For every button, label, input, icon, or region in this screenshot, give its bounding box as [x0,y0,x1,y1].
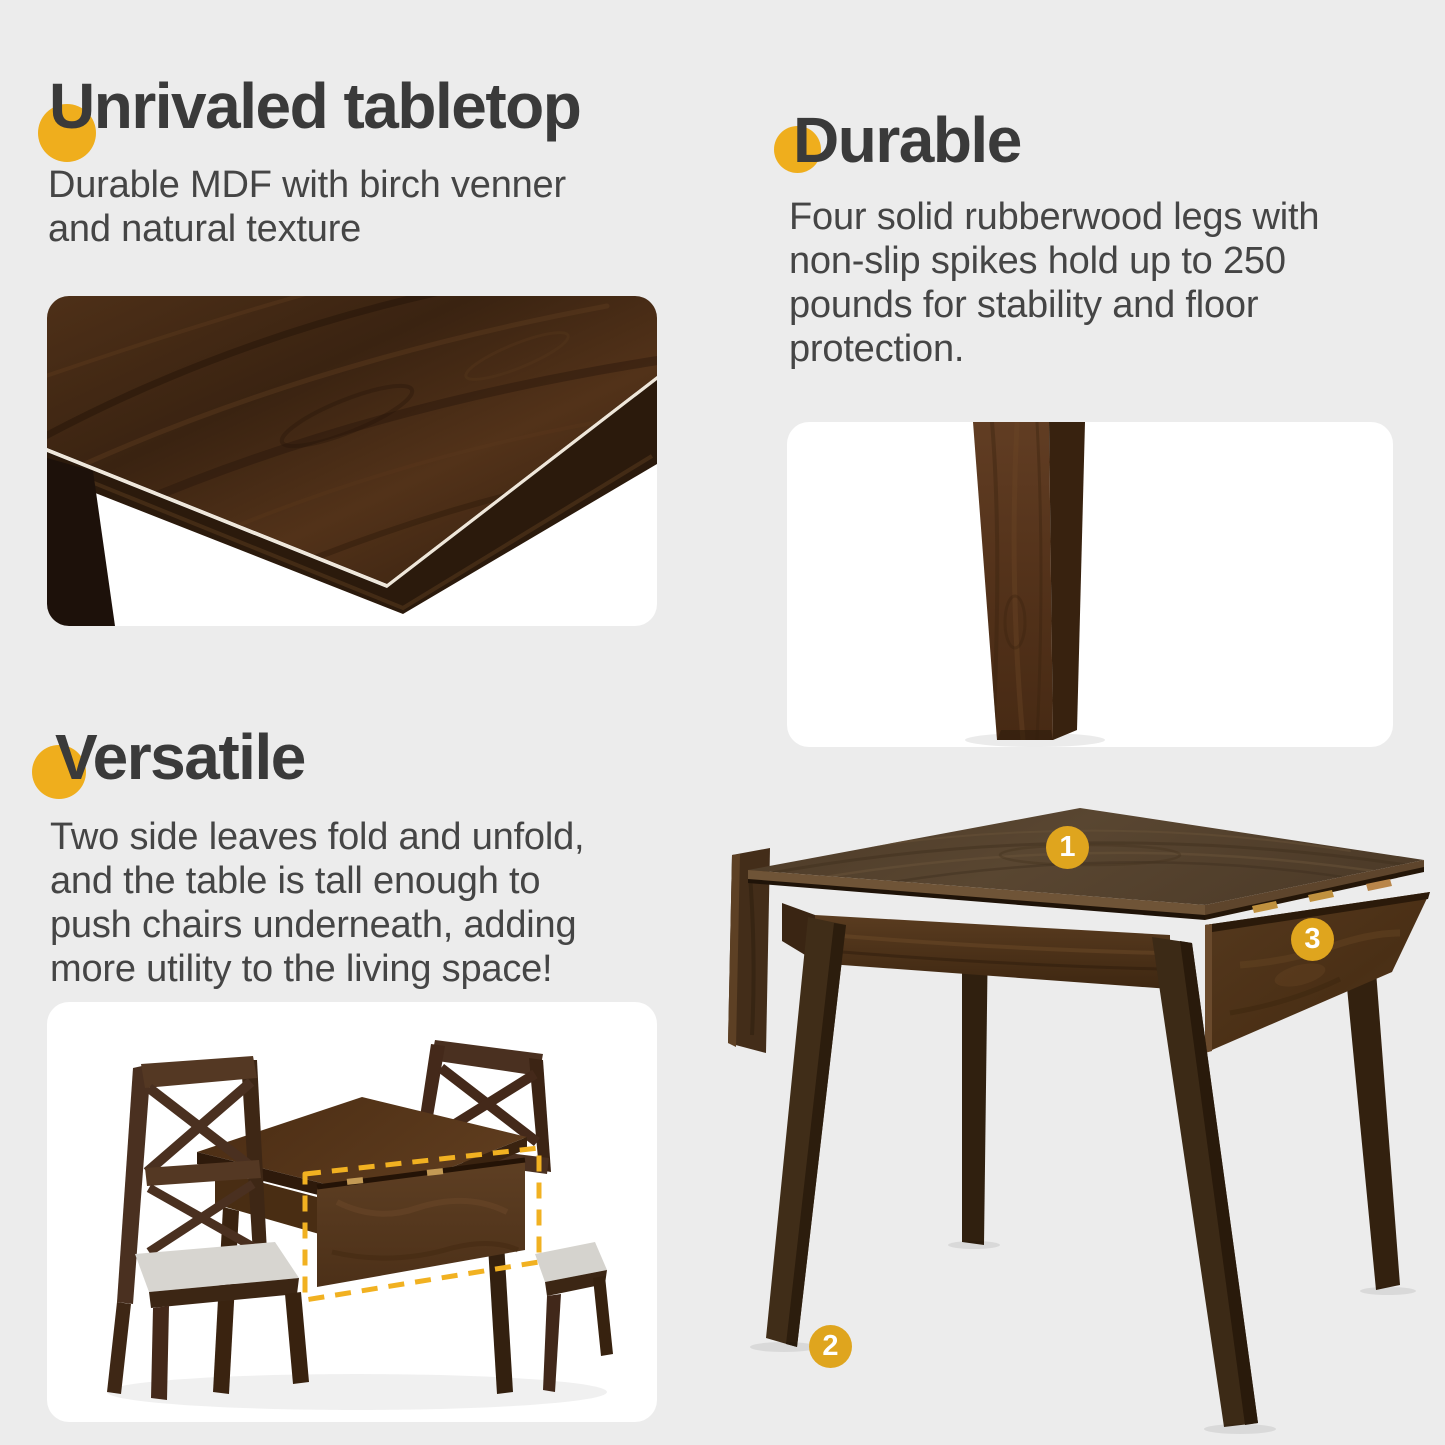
table-leg-photo [787,422,1393,747]
section-text-durable [789,195,1319,371]
foot-shadow [750,1342,818,1352]
foot-shadow [1360,1287,1416,1295]
foot-shadow [1204,1424,1276,1434]
text-line: pounds for stability and floor [789,284,1259,326]
right-drop-leaf [1205,892,1430,1053]
left-chair [107,1056,309,1400]
tabletop [748,808,1424,920]
text-line: and natural texture [48,208,362,250]
section-heading-durable: Durable [793,104,1021,176]
tabletop-corner-photo [47,296,657,626]
callout-3-drop-leaf: 3 [1291,918,1334,961]
text-line: protection. [789,328,965,370]
text-line: Durable MDF with birch venner [48,164,566,206]
back-right-leg [1346,971,1400,1290]
text-line: non-slip spikes hold up to 250 [789,240,1286,282]
text-line: and the table is tall enough to [50,860,541,902]
tabletop-photo-card [47,296,657,626]
front-left-leg [766,917,846,1347]
section-heading-versatile: Versatile [55,721,305,793]
leg-photo-card [787,422,1393,747]
section-text-versatile [50,815,584,991]
callout-1-tabletop: 1 [1046,826,1089,869]
floor-shadow [107,1374,607,1410]
leg-foot [997,730,1053,740]
callout-2-legs: 2 [809,1325,852,1368]
text-line: Four solid rubberwood legs with [789,196,1320,238]
table-with-two-chairs-photo [47,1002,657,1422]
section-text-tabletop [48,163,566,251]
text-line: more utility to the living space! [50,948,553,990]
foot-shadow [948,1241,1000,1249]
text-line: Two side leaves fold and unfold, [50,816,585,858]
text-line: push chairs underneath, adding [50,904,577,946]
section-heading-tabletop: Unrivaled tabletop [49,70,581,142]
leg-side-face [1049,422,1085,740]
versatile-photo-card [47,1002,657,1422]
